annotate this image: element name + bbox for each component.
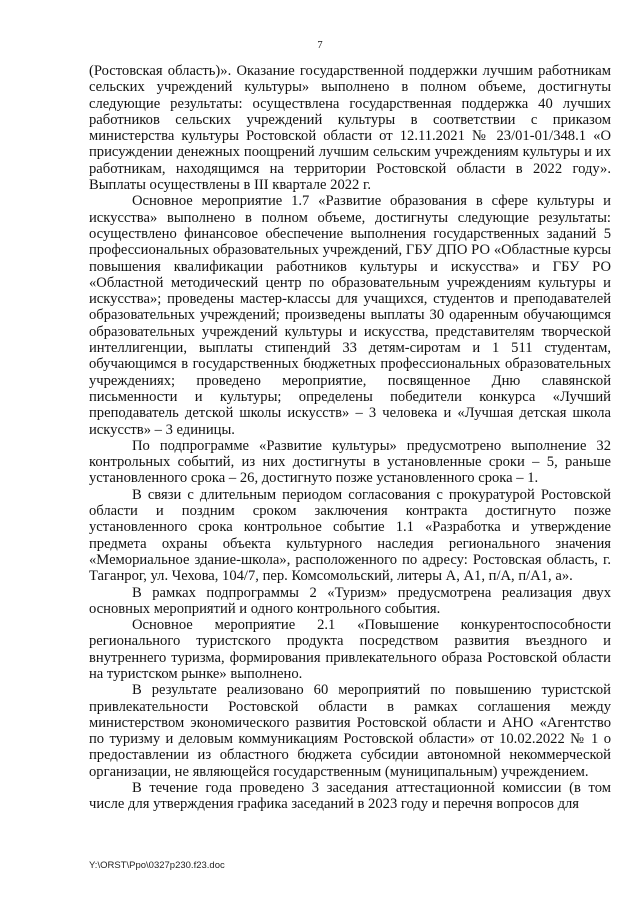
paragraph: Основное мероприятие 2.1 «Повышение конкурентоспособности регионального туристского продукта посредством развития въездного и внутреннего туризма, формирования привлекательного образа Ростовской области на туристском рынке» выполнено. — [89, 617, 611, 682]
paragraph: В течение года проведено 3 заседания аттестационной комиссии (в том числе для утверждения графика заседаний в 2023 году и перечня вопросов для — [89, 780, 611, 813]
footer-file-path: Y:\ORST\Ppo\0327p230.f23.doc — [89, 860, 225, 871]
document-body — [89, 63, 611, 813]
page-number: 7 — [317, 40, 323, 51]
paragraph: (Ростовская область)». Оказание государственной поддержки лучшим работникам сельских учреждений культуры» выполнено в полном объеме, достигнуты следующие результаты: осуществлена государственная поддержка 40 лучших работников сельских учреждений культуры в соответствии с приказом министерства культуры Ростовской области от 12.11.2021 № 23/01-01/348.1 «О присуждении денежных поощрений лучшим сельским учреждениям культуры и их работникам, находящимся на территории Ростовской области в 2022 году». Выплаты осуществлены в III квартале 2022 г. — [89, 63, 611, 194]
paragraph: Основное мероприятие 1.7 «Развитие образования в сфере культуры и искусства» выполнено в полном объеме, достигнуты следующие результаты: осуществлено финансовое обеспечение выполнения государственных заданий 5 профессиональных образовательных учреждений, ГБУ ДПО РО «Областные курсы повышения квалификации работников культуры и искусства» и ГБУ РО «Областной методический центр по образовательным учреждениям культуры и искусства»; проведены мастер-классы для учащихся, студентов и преподавателей образовательных учреждений; произведены выплаты 30 одаренным обучающимся образовательных учреждений культуры и искусства, представителям творческой интеллигенции, выплаты стипендий 33 детям-сиротам и 1 511 студентам, обучающимся в государственных бюджетных профессиональных образовательных учреждениях; проведено мероприятие, посвященное Дню славянской письменности и культуры; определены победители конкурса «Лучший преподаватель детской школы искусств» – 3 человека и «Лучшая детская школа искусств» – 3 единицы. — [89, 193, 611, 438]
paragraph: По подпрограмме «Развитие культуры» предусмотрено выполнение 32 контрольных событий, из них достигнуты в установленные сроки – 5, раньше установленного срока – 26, достигнуто позже установленного срока – 1. — [89, 437, 611, 487]
paragraph: В результате реализовано 60 мероприятий по повышению туристской привлекательности Ростовской области в рамках соглашения между министерством экономического развития Ростовской области и АНО «Агентство по туризму и деловым коммуникациям Ростовской области» от 10.02.2022 № 1 о предоставлении из областного бюджета субсидии автономной некоммерческой организации, не являющейся государственным (муниципальным) учреждением. — [89, 682, 611, 780]
paragraph: В связи с длительным периодом согласования с прокуратурой Ростовской области и поздним сроком заключения контракта достигнуто позже установленного срока контрольное событие 1.1 «Разработка и утверждение предмета охраны объекта культурного наследия регионального значения «Мемориальное здание-школа», расположенного по адресу: Ростовская область, г. Таганрог, ул. Чехова, 104/7, пер. Комсомольский, литеры А, А1, п/А, п/А1, а». — [89, 486, 611, 585]
paragraph: В рамках подпрограммы 2 «Туризм» предусмотрена реализация двух основных мероприятий и одного контрольного события. — [89, 584, 611, 617]
